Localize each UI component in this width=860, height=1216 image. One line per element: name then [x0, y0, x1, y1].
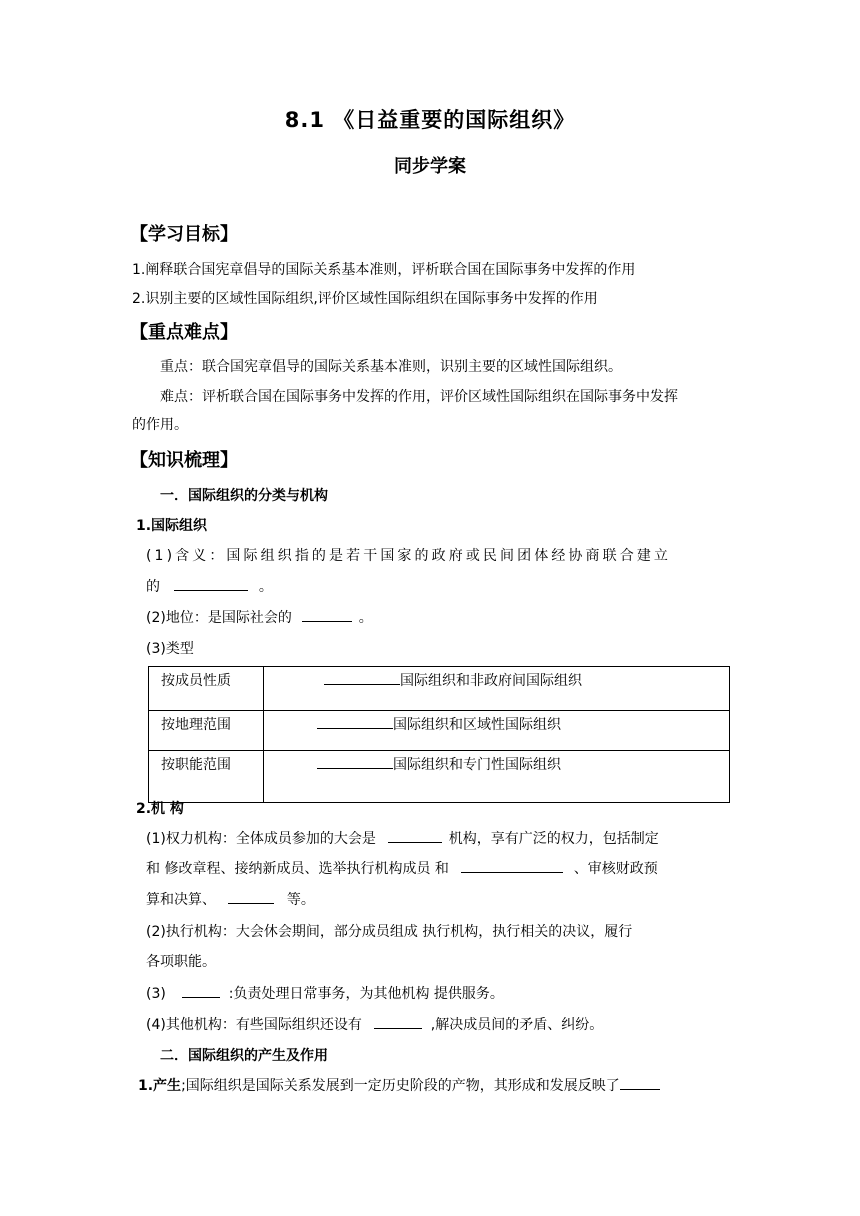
goal-item-1: 1.阐释联合国宪章倡导的国际关系基本准则，评析联合国在国际事务中发挥的作用: [132, 262, 636, 278]
answer-blank: [182, 983, 220, 998]
power-text-d: 、审核财政预: [573, 861, 658, 877]
part1-title: 一．国际组织的分类与机构: [160, 488, 328, 504]
meaning-line-2: [146, 576, 273, 596]
power-text-a: (1)权力机构：全体成员参加的大会是: [146, 831, 376, 847]
goals-heading: 【学习目标】: [130, 224, 238, 245]
third-text-a: (3): [146, 986, 166, 1002]
answer-blank: [317, 714, 393, 729]
answer-blank: [228, 889, 274, 904]
criterion-cell: 按成员性质: [149, 667, 264, 711]
power-line-3: [146, 889, 315, 909]
knowledge-heading: 【知识梳理】: [130, 450, 238, 471]
power-text-f: 等。: [286, 892, 315, 908]
meaning-line-1: (1)含义：国际组织指的是若干国家的政府或民间团体经协商联合建立: [146, 548, 672, 564]
answer-blank: [302, 607, 352, 622]
origin-line: [138, 1075, 660, 1095]
difficult-point-line-2: 的作用。: [132, 417, 188, 433]
type-cell: [264, 667, 730, 711]
page-subtitle: 同步学案: [394, 156, 466, 177]
status-line: [146, 607, 373, 627]
criterion-cell: 按地理范围: [149, 711, 264, 751]
difficult-point-line-1: 难点：评析联合国在国际事务中发挥的作用，评价区域性国际组织在国际事务中发挥: [160, 389, 678, 405]
goal-item-2: 2.识别主要的区域性国际组织,评价区域性国际组织在国际事务中发挥的作用: [132, 291, 598, 307]
power-text-b: 机构，享有广泛的权力，包括制定: [448, 831, 659, 847]
answer-blank: [324, 670, 400, 685]
type-cell: [264, 711, 730, 751]
third-line: [146, 983, 504, 1003]
types-label: (3)类型: [146, 641, 194, 657]
other-line: [146, 1014, 603, 1034]
origin-label: 1.产生: [138, 1078, 182, 1094]
power-text-c: 和 修改章程、接纳新成员、选举执行机构成员 和: [146, 861, 449, 877]
answer-blank: [174, 576, 248, 591]
status-end: 。: [358, 610, 373, 626]
status-text: (2)地位：是国际社会的: [146, 610, 292, 626]
criterion-cell: 按职能范围: [149, 751, 264, 803]
power-line-2: [146, 858, 658, 878]
answer-blank: [374, 1014, 422, 1029]
types-table: [148, 666, 730, 803]
answer-blank: [317, 754, 393, 769]
other-text-a: (4)其他机构：有些国际组织还设有: [146, 1017, 362, 1033]
other-text-b: ,解决成员间的矛盾、纠纷。: [430, 1017, 604, 1033]
meaning-line-2-end: 。: [258, 579, 273, 595]
type-desc: 国际组织和专门性国际组织: [393, 757, 561, 773]
origin-text: ;国际组织是国际关系发展到一定历史阶段的产物，其形成和发展反映了: [181, 1078, 620, 1094]
power-line-1: [146, 828, 659, 848]
answer-blank: [620, 1075, 660, 1090]
key-points-heading: 【重点难点】: [130, 322, 238, 343]
exec-line-2: 各项职能。: [146, 954, 216, 970]
third-text-b: :负责处理日常事务，为其他机构 提供服务。: [228, 986, 504, 1002]
page-title: 8.1 《日益重要的国际组织》: [284, 108, 576, 132]
type-desc: 国际组织和区域性国际组织: [393, 717, 561, 733]
power-text-e: 算和决算、: [146, 892, 216, 908]
table-row: [149, 667, 730, 711]
meaning-line-2-start: 的: [146, 579, 160, 595]
table-row: [149, 711, 730, 751]
type-desc: 国际组织和非政府间国际组织: [400, 673, 582, 689]
table-row: [149, 751, 730, 803]
p2-heading: 2.机 构: [136, 801, 184, 817]
type-cell: [264, 751, 730, 803]
key-point-text: 重点：联合国宪章倡导的国际关系基本准则，识别主要的区域性国际组织。: [160, 359, 622, 375]
p1-heading: 1.国际组织: [136, 518, 208, 534]
answer-blank: [388, 828, 442, 843]
exec-line-1: (2)执行机构：大会休会期间，部分成员组成 执行机构，执行相关的决议，履行: [146, 924, 633, 940]
answer-blank: [461, 858, 563, 873]
part2-title: 二．国际组织的产生及作用: [160, 1048, 328, 1064]
